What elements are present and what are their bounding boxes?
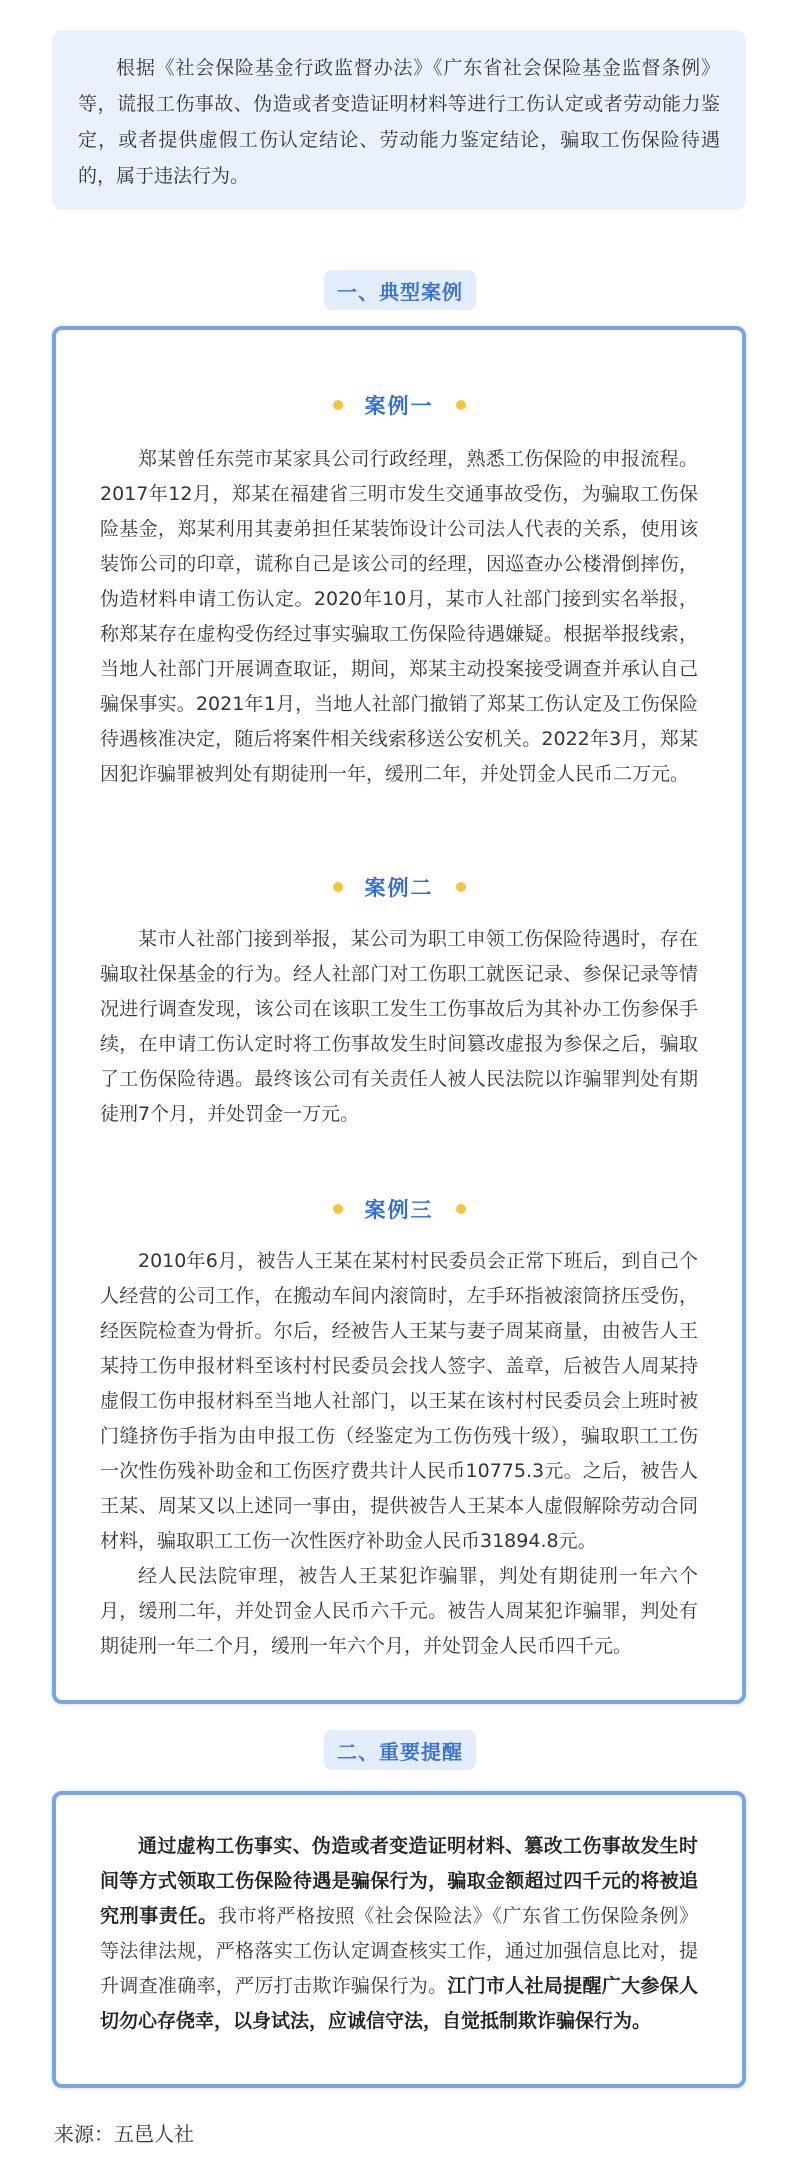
case-2-body bbox=[100, 922, 698, 1132]
case-1-body bbox=[100, 442, 698, 792]
case-1-heading bbox=[56, 388, 742, 422]
bullet-dot-icon bbox=[333, 400, 343, 410]
section-title-reminder: 二、重要提醒 bbox=[324, 1730, 476, 1770]
bullet-dot-icon bbox=[333, 882, 343, 892]
intro-text: 根据《社会保险基金行政监督办法》《广东省社会保险基金监督条例》等，谎报工伤事故、伪造或者变造证明材料等进行工伤认定或者劳动能力鉴定，或者提供虚假工伤认定结论、劳动能力鉴定结论，骗取工伤保险待遇的，属于违法行为。 bbox=[78, 57, 720, 187]
case-2-heading bbox=[56, 870, 742, 904]
case-2-paragraph: 某市人社部门接到举报，某公司为职工申领工伤保险待遇时，存在骗取社保基金的行为。经人社部门对工伤职工就医记录、参保记录等情况进行调查发现，该公司在该职工发生工伤事故后为其补办工伤参保手续，在申请工伤认定时将工伤事故发生时间篡改虚报为参保之后，骗取了工伤保险待遇。最终该公司有关责任人被人民法院以诈骗罪判处有期徒刑7个月，并处罚金一万元。 bbox=[100, 928, 698, 1125]
case-3-body bbox=[100, 1244, 698, 1664]
case-3-title: 案例三 bbox=[361, 1194, 438, 1224]
case-3-paragraph: 2010年6月，被告人王某在某村村民委员会正常下班后，到自己个人经营的公司工作，在搬动车间内滚筒时，左手环指被滚筒挤压受伤，经医院检查为骨折。尔后，经被告人王某与妻子周某商量，由被告人王某持工伤申报材料至该村村民委员会找人签字、盖章，后被告人周某持虚假工伤申报材料至当地人社部门，以王某在该村村民委员会上班时被门缝挤伤手指为由申报工伤（经鉴定为工伤伤残十级），骗取职工工伤一次性伤残补助金和工伤医疗费共计人民币10775.3元。之后，被告人王某、周某又以上述同一事由，提供被告人王某本人虚假解除劳动合同材料，骗取职工工伤一次性医疗补助金人民币31894.8元。 bbox=[100, 1250, 698, 1552]
bullet-dot-icon bbox=[456, 882, 466, 892]
bullet-dot-icon bbox=[456, 1204, 466, 1214]
case-1-title: 案例一 bbox=[361, 390, 438, 420]
section-title-typical-cases: 一、典型案例 bbox=[324, 270, 476, 310]
case-3-paragraph: 经人民法院审理，被告人王某犯诈骗罪，判处有期徒刑一年六个月，缓刑二年，并处罚金人民币六千元。被告人周某犯诈骗罪，判处有期徒刑一年二个月，缓刑一年六个月，并处罚金人民币四千元。 bbox=[100, 1565, 698, 1657]
case-3-heading bbox=[56, 1192, 742, 1226]
reminder-bold-lead: 通过虚构工伤事实、伪造或者变造证明材料、篡改工伤事故发生时间等方式领取工伤保险待遇是骗保行为，骗取金额超过四千元的将被追究刑事责任。 bbox=[100, 1835, 698, 1927]
cases-panel bbox=[52, 326, 746, 1704]
case-1-paragraph: 郑某曾任东莞市某家具公司行政经理，熟悉工伤保险的申报流程。2017年12月，郑某在福建省三明市发生交通事故受伤，为骗取工伤保险基金，郑某利用其妻弟担任某装饰设计公司法人代表的关系，使用该装饰公司的印章，谎称自己是该公司的经理，因巡查办公楼滑倒摔伤，伪造材料申请工伤认定。2020年10月，某市人社部门接到实名举报，称郑某存在虚构受伤经过事实骗取工伤保险待遇嫌疑。根据举报线索，当地人社部门开展调查取证，期间，郑某主动投案接受调查并承认自己骗保事实。2021年1月，当地人社部门撤销了郑某工伤认定及工伤保险待遇核准决定，随后将案件相关线索移送公安机关。2022年3月，郑某因犯诈骗罪被判处有期徒刑一年，缓刑二年，并处罚金人民币二万元。 bbox=[100, 448, 698, 785]
intro-box bbox=[52, 30, 746, 210]
reminder-text bbox=[100, 1829, 698, 2039]
reminder-normal: 我市将严格按照《社会保险法》《广东省工伤保险条例》等法律法规，严格落实工伤认定调查核实工作，通过加强信息比对，提升调查准确率，严厉打击欺诈骗保行为。 bbox=[100, 1905, 698, 1997]
source-credit: 来源：五邑人社 bbox=[54, 2122, 194, 2146]
case-2-title: 案例二 bbox=[361, 872, 438, 902]
bullet-dot-icon bbox=[333, 1204, 343, 1214]
bullet-dot-icon bbox=[456, 400, 466, 410]
reminder-panel bbox=[52, 1791, 746, 2088]
reminder-bold-closing: 江门市人社局提醒广大参保人切勿心存侥幸，以身试法，应诚信守法，自觉抵制欺诈骗保行为。 bbox=[100, 1975, 698, 2032]
